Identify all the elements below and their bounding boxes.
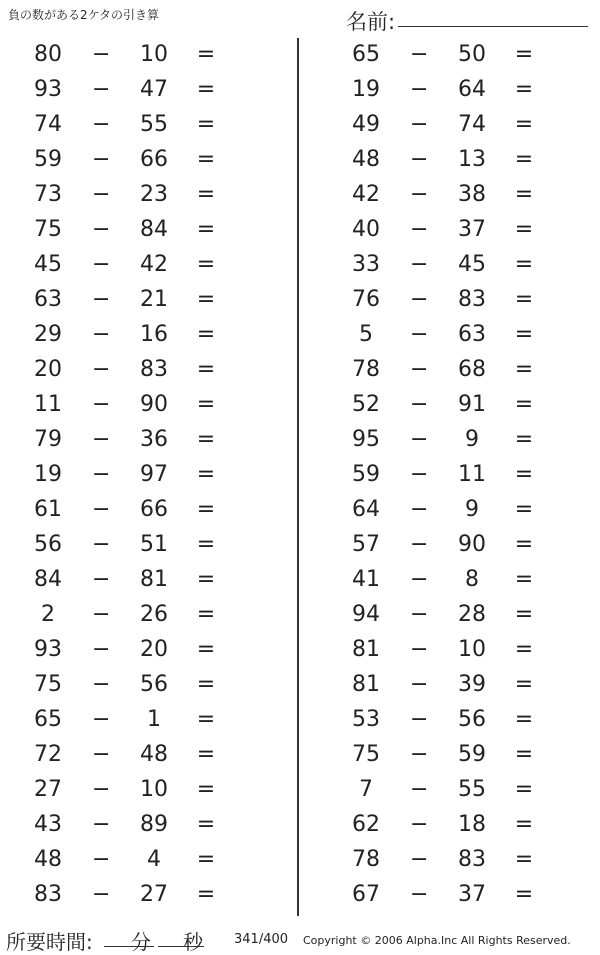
subtrahend: 26: [140, 602, 168, 627]
problem-row: [318, 738, 600, 773]
problem-row: [0, 738, 290, 773]
problem-column-right: [318, 38, 600, 913]
problem-row: [0, 493, 290, 528]
equals-sign: =: [196, 217, 216, 242]
subtrahend: 27: [140, 882, 168, 907]
equals-sign: =: [196, 567, 216, 592]
equals-sign: =: [514, 112, 534, 137]
minus-sign: −: [92, 742, 111, 767]
problem-row: [318, 843, 600, 878]
minuend: 93: [34, 77, 62, 102]
problem-row: [0, 318, 290, 353]
worksheet-title: 負の数がある2ケタの引き算: [8, 8, 160, 22]
equals-sign: =: [196, 392, 216, 417]
problem-row: [318, 703, 600, 738]
minuend: 43: [34, 812, 62, 837]
subtrahend: 55: [140, 112, 168, 137]
problem-row: [318, 808, 600, 843]
minuend: 65: [34, 707, 62, 732]
minus-sign: −: [92, 392, 111, 417]
minuend: 78: [352, 847, 380, 872]
minus-sign: −: [92, 112, 111, 137]
minuend: 65: [352, 42, 380, 67]
problem-row: [318, 423, 600, 458]
minus-sign: −: [410, 182, 429, 207]
problem-row: [318, 563, 600, 598]
subtrahend: 10: [458, 637, 486, 662]
equals-sign: =: [514, 357, 534, 382]
minuend: 33: [352, 252, 380, 277]
equals-sign: =: [196, 322, 216, 347]
equals-sign: =: [196, 497, 216, 522]
minus-sign: −: [410, 462, 429, 487]
minuend: 27: [34, 777, 62, 802]
equals-sign: =: [514, 672, 534, 697]
minuend: 19: [352, 77, 380, 102]
minus-sign: −: [92, 322, 111, 347]
minus-sign: −: [410, 602, 429, 627]
name-label: 名前:: [346, 10, 396, 34]
minuend: 7: [359, 777, 373, 802]
subtrahend: 50: [458, 42, 486, 67]
problem-row: [318, 388, 600, 423]
equals-sign: =: [514, 602, 534, 627]
minuend: 11: [34, 392, 62, 417]
minuend: 2: [41, 602, 55, 627]
problem-row: [0, 843, 290, 878]
problem-row: [318, 248, 600, 283]
minuend: 75: [34, 672, 62, 697]
minus-sign: −: [410, 427, 429, 452]
minus-sign: −: [410, 42, 429, 67]
minus-sign: −: [410, 707, 429, 732]
problem-row: [318, 73, 600, 108]
minuend: 56: [34, 532, 62, 557]
equals-sign: =: [514, 882, 534, 907]
minuend: 81: [352, 637, 380, 662]
minuend: 74: [34, 112, 62, 137]
problem-row: [0, 178, 290, 213]
problem-row: [0, 38, 290, 73]
subtrahend: 8: [465, 567, 479, 592]
problem-row: [0, 388, 290, 423]
minus-sign: −: [92, 497, 111, 522]
equals-sign: =: [196, 847, 216, 872]
subtrahend: 45: [458, 252, 486, 277]
problem-row: [0, 878, 290, 913]
problem-row: [0, 353, 290, 388]
minuend: 42: [352, 182, 380, 207]
problem-row: [318, 773, 600, 808]
problem-row: [0, 703, 290, 738]
equals-sign: =: [514, 847, 534, 872]
problem-row: [0, 423, 290, 458]
minus-sign: −: [410, 777, 429, 802]
problem-row: [318, 633, 600, 668]
problem-row: [0, 108, 290, 143]
problem-row: [0, 773, 290, 808]
problem-row: [0, 248, 290, 283]
problem-row: [318, 458, 600, 493]
minus-sign: −: [92, 672, 111, 697]
minus-sign: −: [92, 462, 111, 487]
minuend: 75: [352, 742, 380, 767]
problem-column-left: [0, 38, 290, 913]
minus-sign: −: [410, 742, 429, 767]
problem-row: [318, 668, 600, 703]
minuend: 83: [34, 882, 62, 907]
minus-sign: −: [92, 602, 111, 627]
minuend: 40: [352, 217, 380, 242]
time-label: 所要時間:: [6, 930, 93, 954]
problem-row: [318, 528, 600, 563]
minuend: 59: [34, 147, 62, 172]
minus-sign: −: [92, 882, 111, 907]
subtrahend: 66: [140, 147, 168, 172]
minus-sign: −: [410, 252, 429, 277]
subtrahend: 81: [140, 567, 168, 592]
equals-sign: =: [514, 462, 534, 487]
equals-sign: =: [196, 147, 216, 172]
subtrahend: 63: [458, 322, 486, 347]
minuend: 19: [34, 462, 62, 487]
minuend: 41: [352, 567, 380, 592]
minus-sign: −: [92, 532, 111, 557]
problem-row: [318, 353, 600, 388]
minuend: 94: [352, 602, 380, 627]
minuend: 48: [352, 147, 380, 172]
equals-sign: =: [514, 812, 534, 837]
subtrahend: 9: [465, 497, 479, 522]
minus-sign: −: [410, 112, 429, 137]
problem-row: [318, 213, 600, 248]
problem-row: [318, 178, 600, 213]
equals-sign: =: [196, 112, 216, 137]
subtrahend: 68: [458, 357, 486, 382]
equals-sign: =: [196, 882, 216, 907]
problem-row: [0, 73, 290, 108]
equals-sign: =: [514, 567, 534, 592]
minuend: 73: [34, 182, 62, 207]
equals-sign: =: [196, 637, 216, 662]
minuend: 45: [34, 252, 62, 277]
subtrahend: 64: [458, 77, 486, 102]
minus-sign: −: [92, 567, 111, 592]
minus-sign: −: [410, 217, 429, 242]
problem-row: [0, 668, 290, 703]
minus-sign: −: [410, 567, 429, 592]
minuend: 79: [34, 427, 62, 452]
subtrahend: 11: [458, 462, 486, 487]
subtrahend: 83: [458, 287, 486, 312]
minus-sign: −: [410, 637, 429, 662]
equals-sign: =: [196, 707, 216, 732]
subtrahend: 23: [140, 182, 168, 207]
problem-row: [0, 808, 290, 843]
subtrahend: 16: [140, 322, 168, 347]
subtrahend: 89: [140, 812, 168, 837]
minus-sign: −: [92, 847, 111, 872]
subtrahend: 36: [140, 427, 168, 452]
equals-sign: =: [196, 532, 216, 557]
minuend: 84: [34, 567, 62, 592]
subtrahend: 97: [140, 462, 168, 487]
minus-sign: −: [410, 357, 429, 382]
minus-sign: −: [410, 532, 429, 557]
subtrahend: 47: [140, 77, 168, 102]
minuend: 80: [34, 42, 62, 67]
minuend: 72: [34, 742, 62, 767]
column-divider: [297, 38, 299, 916]
minus-sign: −: [410, 77, 429, 102]
minuend: 67: [352, 882, 380, 907]
equals-sign: =: [514, 497, 534, 522]
minuend: 48: [34, 847, 62, 872]
minus-sign: −: [410, 672, 429, 697]
subtrahend: 10: [140, 42, 168, 67]
minuend: 93: [34, 637, 62, 662]
subtrahend: 20: [140, 637, 168, 662]
equals-sign: =: [196, 287, 216, 312]
problem-row: [318, 598, 600, 633]
minus-sign: −: [410, 287, 429, 312]
problem-row: [318, 283, 600, 318]
equals-sign: =: [514, 777, 534, 802]
minus-sign: −: [410, 812, 429, 837]
problem-row: [0, 528, 290, 563]
minuend: 62: [352, 812, 380, 837]
subtrahend: 4: [147, 847, 161, 872]
copyright-notice: Copyright © 2006 Alpha.Inc All Rights Reserved.: [303, 934, 571, 947]
subtrahend: 90: [140, 392, 168, 417]
equals-sign: =: [514, 217, 534, 242]
page-number: 341/400: [234, 932, 289, 947]
equals-sign: =: [196, 357, 216, 382]
minus-sign: −: [92, 147, 111, 172]
equals-sign: =: [196, 182, 216, 207]
equals-sign: =: [196, 777, 216, 802]
equals-sign: =: [196, 42, 216, 67]
minus-sign: −: [92, 637, 111, 662]
subtrahend: 56: [458, 707, 486, 732]
minus-sign: −: [92, 777, 111, 802]
minuend: 63: [34, 287, 62, 312]
equals-sign: =: [196, 427, 216, 452]
minus-sign: −: [410, 392, 429, 417]
subtrahend: 21: [140, 287, 168, 312]
problem-row: [0, 283, 290, 318]
equals-sign: =: [196, 77, 216, 102]
subtrahend: 9: [465, 427, 479, 452]
subtrahend: 84: [140, 217, 168, 242]
equals-sign: =: [514, 77, 534, 102]
problem-row: [0, 143, 290, 178]
subtrahend: 51: [140, 532, 168, 557]
equals-sign: =: [196, 742, 216, 767]
seconds-label: 秒: [183, 930, 203, 954]
equals-sign: =: [514, 182, 534, 207]
minuend: 64: [352, 497, 380, 522]
minus-sign: −: [92, 707, 111, 732]
minuend: 81: [352, 672, 380, 697]
problem-row: [0, 633, 290, 668]
subtrahend: 37: [458, 217, 486, 242]
minus-sign: −: [92, 182, 111, 207]
equals-sign: =: [514, 322, 534, 347]
equals-sign: =: [514, 427, 534, 452]
subtrahend: 37: [458, 882, 486, 907]
problem-row: [318, 108, 600, 143]
subtrahend: 1: [147, 707, 161, 732]
equals-sign: =: [196, 812, 216, 837]
minutes-label: 分: [131, 930, 151, 954]
minus-sign: −: [92, 287, 111, 312]
minus-sign: −: [92, 77, 111, 102]
subtrahend: 91: [458, 392, 486, 417]
minuend: 76: [352, 287, 380, 312]
equals-sign: =: [514, 147, 534, 172]
minus-sign: −: [410, 147, 429, 172]
minuend: 29: [34, 322, 62, 347]
subtrahend: 90: [458, 532, 486, 557]
equals-sign: =: [514, 637, 534, 662]
minuend: 95: [352, 427, 380, 452]
minuend: 61: [34, 497, 62, 522]
problem-row: [0, 598, 290, 633]
problem-row: [0, 458, 290, 493]
subtrahend: 74: [458, 112, 486, 137]
problem-row: [318, 318, 600, 353]
minuend: 49: [352, 112, 380, 137]
minus-sign: −: [92, 357, 111, 382]
equals-sign: =: [514, 287, 534, 312]
minus-sign: −: [410, 882, 429, 907]
minus-sign: −: [92, 217, 111, 242]
problem-row: [0, 563, 290, 598]
problem-row: [318, 878, 600, 913]
minuend: 57: [352, 532, 380, 557]
minuend: 20: [34, 357, 62, 382]
problem-row: [318, 38, 600, 73]
minus-sign: −: [410, 497, 429, 522]
equals-sign: =: [514, 707, 534, 732]
minuend: 52: [352, 392, 380, 417]
minuend: 59: [352, 462, 380, 487]
subtrahend: 66: [140, 497, 168, 522]
equals-sign: =: [196, 252, 216, 277]
minus-sign: −: [92, 252, 111, 277]
minuend: 5: [359, 322, 373, 347]
subtrahend: 56: [140, 672, 168, 697]
minus-sign: −: [92, 427, 111, 452]
equals-sign: =: [514, 392, 534, 417]
problem-row: [318, 493, 600, 528]
minus-sign: −: [410, 847, 429, 872]
subtrahend: 55: [458, 777, 486, 802]
equals-sign: =: [514, 532, 534, 557]
subtrahend: 48: [140, 742, 168, 767]
subtrahend: 83: [458, 847, 486, 872]
subtrahend: 39: [458, 672, 486, 697]
minuend: 53: [352, 707, 380, 732]
equals-sign: =: [196, 462, 216, 487]
minus-sign: −: [92, 812, 111, 837]
minuend: 78: [352, 357, 380, 382]
equals-sign: =: [514, 252, 534, 277]
equals-sign: =: [196, 602, 216, 627]
equals-sign: =: [514, 742, 534, 767]
subtrahend: 42: [140, 252, 168, 277]
subtrahend: 83: [140, 357, 168, 382]
subtrahend: 38: [458, 182, 486, 207]
minus-sign: −: [410, 322, 429, 347]
name-field-line[interactable]: [398, 26, 588, 27]
minuend: 75: [34, 217, 62, 242]
problem-row: [318, 143, 600, 178]
equals-sign: =: [196, 672, 216, 697]
minus-sign: −: [92, 42, 111, 67]
subtrahend: 18: [458, 812, 486, 837]
subtrahend: 59: [458, 742, 486, 767]
subtrahend: 13: [458, 147, 486, 172]
problem-row: [0, 213, 290, 248]
subtrahend: 10: [140, 777, 168, 802]
equals-sign: =: [514, 42, 534, 67]
subtrahend: 28: [458, 602, 486, 627]
